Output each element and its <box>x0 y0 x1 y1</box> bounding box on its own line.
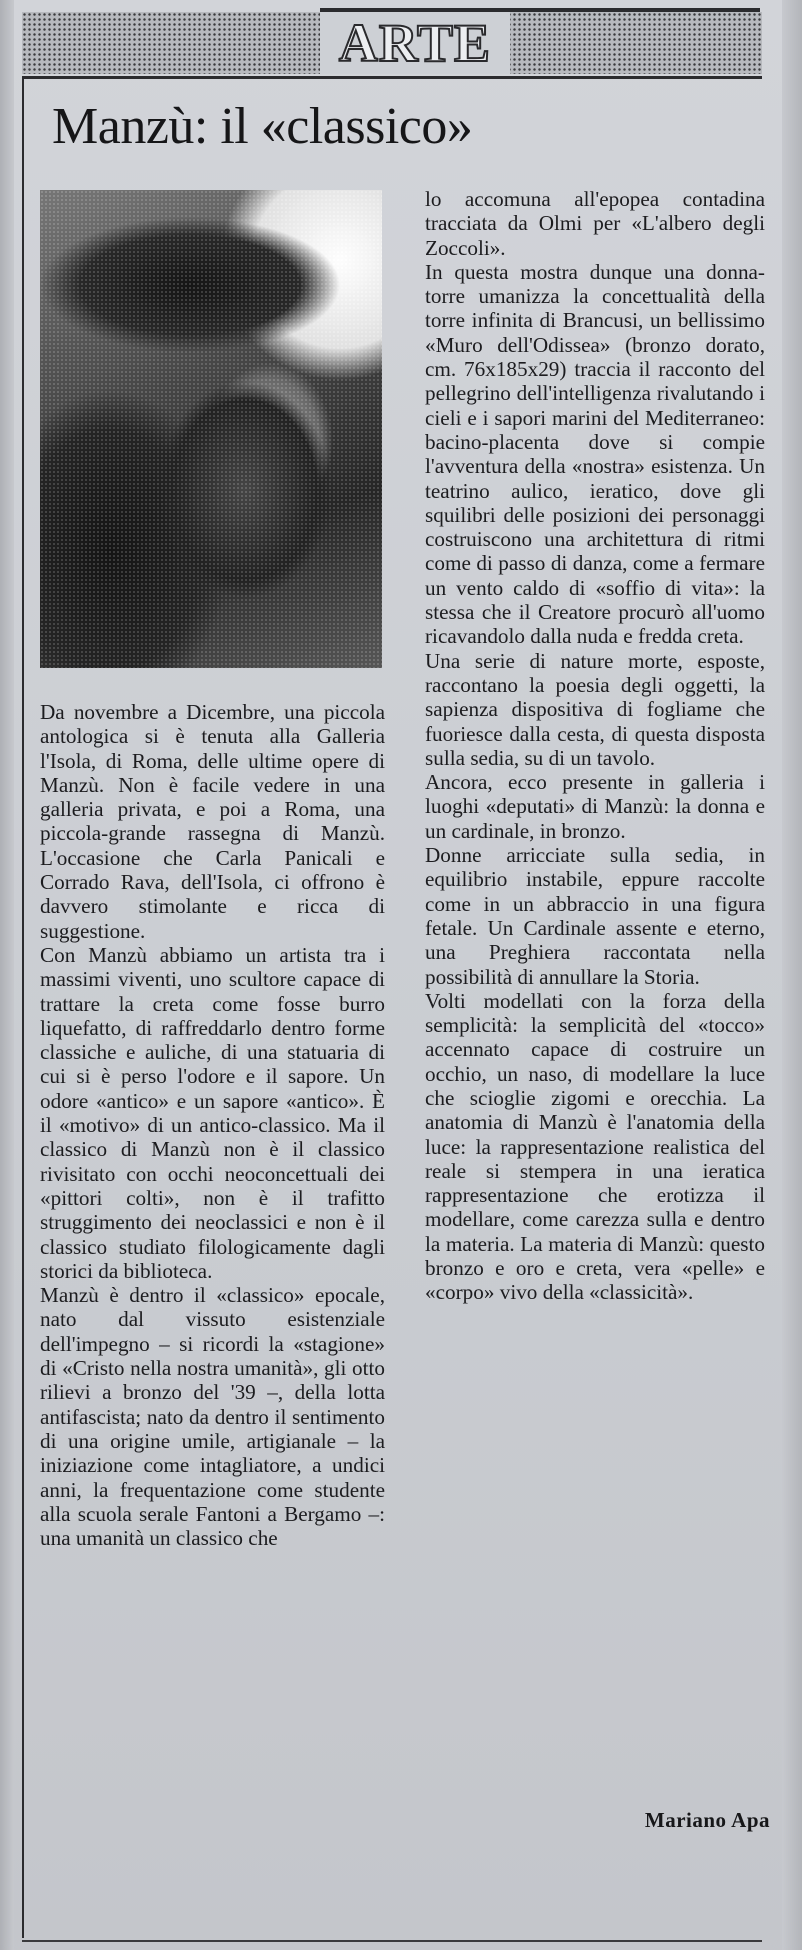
paragraph: Ancora, ecco presente in galleria i luoghi «deputati» di Manzù: la donna e un cardinale, in bronzo. <box>425 770 765 843</box>
paragraph: lo accomuna all'epopea contadina tracciata da Olmi per «L'albero degli Zoccoli». <box>425 187 765 260</box>
section-label: ARTE <box>320 12 510 74</box>
paragraph: Con Manzù abbiamo un artista tra i massimi viventi, uno scultore capace di trattare la creta come fosse burro liquefatto, di raffreddarlo dentro forme classiche e auliche, di una statuaria di cui si è perso l'odore e il sapore. Un odore «antico» e un sapore «antico». È il «motivo» di un antico-classico. Ma il classico di Manzù non è il classico rivisitato con occhi neoconcettuali dei «pittori colti», non è il trafitto struggimento dei neoclassici e non è il classico studiato filologicamente dagli storici da biblioteca. <box>40 942 385 1283</box>
column-rule <box>22 78 24 1938</box>
article-headline: Manzù: il «classico» <box>52 98 473 155</box>
paragraph: Una serie di nature morte, esposte, raccontano la poesia degli oggetti, la sapienza dispositiva di fogliame che fuoriesce dalla cesta, di questa disposta sulla sedia, su di un tavolo. <box>425 648 765 770</box>
portrait-photo <box>40 190 382 668</box>
paragraph: Manzù è dentro il «classico» epocale, nato dal vissuto esistenziale dell'impegno – si ricordi la «stagione» di «Cristo nella nostra umanità», gli otto rilievi a bronzo del '39 –, della lotta antifascista; nato da dentro il sentimento di una origine umile, artigianale – la iniziazione come intagliatore, a undici anni, la frequentazione come studente alla scuola serale Fantoni a Bergamo –: una umanità un classico che <box>40 1283 385 1551</box>
page-left-edge <box>0 0 14 1950</box>
page-right-edge <box>782 0 802 1950</box>
header-rule <box>22 76 762 79</box>
author-byline: Mariano Apa <box>644 1808 770 1832</box>
article-column-1 <box>40 700 385 1550</box>
bottom-rule <box>22 1940 762 1942</box>
paragraph: Volti modellati con la forza della semplicità: la semplicità del «tocco» accennato capace di costruire un occhio, un naso, di modellare la luce che scioglie zigomi e orecchia. La anatomia di Manzù è l'anatomia della luce: la rappresentazione realistica del reale si stempera in una ieratica rappresentazione che erotizza il modellare, come carezza sulla e dentro la materia. La materia di Manzù: questo bronzo e oro e creta, vera «pelle» e «corpo» vivo della «classicità». <box>425 988 765 1305</box>
article-column-2 <box>425 187 765 1305</box>
paragraph: In questa mostra dunque una donna-torre umanizza la concettualità della torre infinita di Brancusi, un bellissimo «Muro dell'Odissea» (bronzo dorato, cm. 76x185x29) traccia il racconto del pellegrino dell'intelligenza rivalutando i cieli e i sapori marini del Mediterraneo: bacino-placenta dove si compie l'avventura della «nostra» esistenza. Un teatrino aulico, ieratico, dove gli squilibri delle posizioni dei personaggi costruiscono una architettura di ritmi come di passo di danza, come a fermare un vento caldo di «soffio di vita»: la stessa che il Creatore procurò all'uomo ricavandolo dalla nuda e fredda creta. <box>425 259 765 649</box>
paragraph: Donne arricciate sulla sedia, in equilibrio instabile, eppure raccolte come in un abbraccio in una figura fetale. Un Cardinale assente e eterno, una Preghiera raccontata nella possibilità di annullare la Storia. <box>425 843 765 989</box>
paragraph: Da novembre a Dicembre, una piccola antologica si è tenuta alla Galleria l'Isola, di Roma, delle ultime opere di Manzù. Non è facile vedere in una galleria privata, e poi a Roma, una piccola-grande rassegna di Manzù. L'occasione che Carla Panicali e Corrado Rava, dell'Isola, ci offrono è davvero stimolante e ricca di suggestione. <box>40 700 385 943</box>
